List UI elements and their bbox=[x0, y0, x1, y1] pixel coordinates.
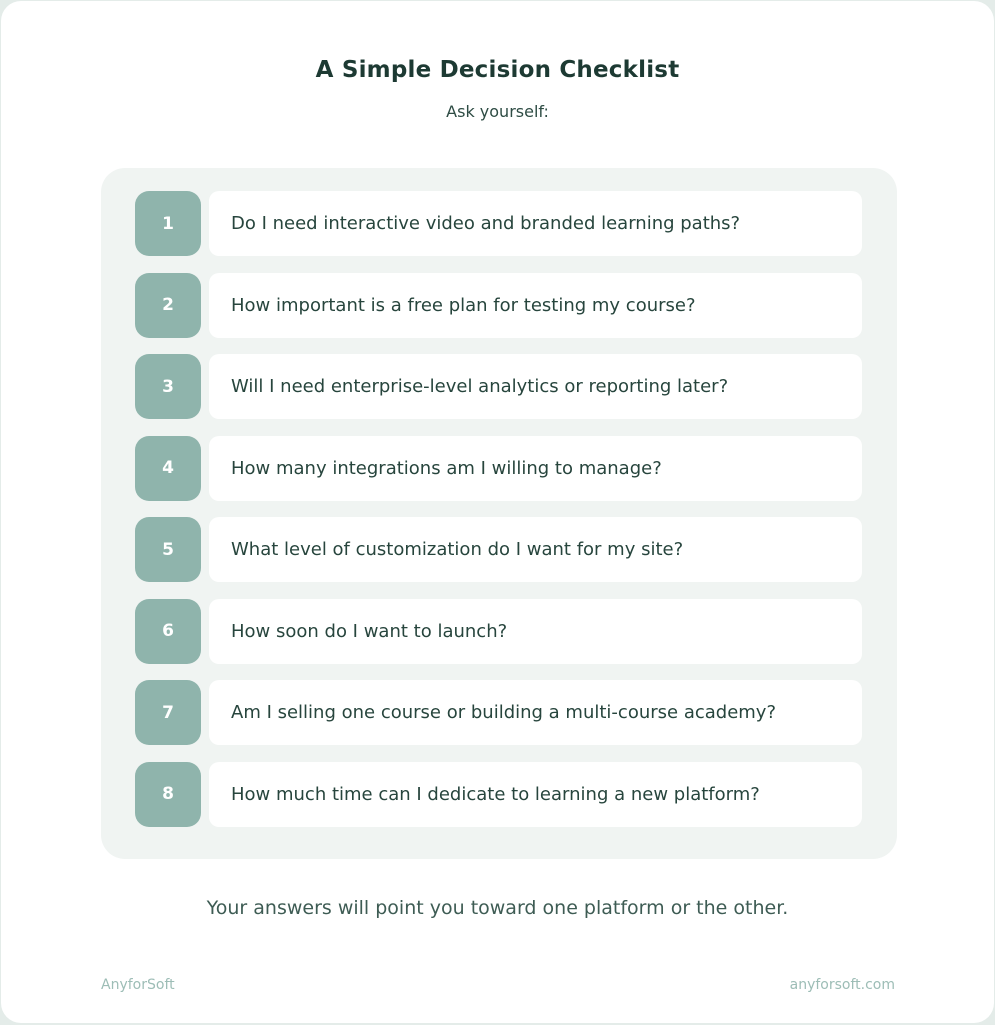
question-text: How many integrations am I willing to manage? bbox=[231, 457, 662, 479]
checklist-row bbox=[135, 762, 862, 827]
item-number: 6 bbox=[162, 621, 174, 641]
item-number: 7 bbox=[162, 702, 174, 723]
item-number: 5 bbox=[162, 539, 174, 560]
checklist-row bbox=[135, 191, 862, 256]
checklist-row bbox=[135, 680, 862, 745]
item-number-badge bbox=[135, 762, 201, 827]
question-card bbox=[209, 599, 862, 664]
question-text: Do I need interactive video and branded learning paths? bbox=[231, 213, 741, 234]
checklist bbox=[135, 191, 862, 827]
page-subtitle: Ask yourself: bbox=[446, 102, 549, 121]
question-card bbox=[209, 273, 862, 338]
checklist-row bbox=[135, 599, 862, 664]
page-title: A Simple Decision Checklist bbox=[315, 57, 680, 83]
item-number: 4 bbox=[162, 458, 174, 478]
infographic-page bbox=[1, 1, 994, 1023]
item-number: 3 bbox=[162, 376, 174, 397]
question-card bbox=[209, 517, 862, 582]
question-card bbox=[209, 354, 862, 419]
brand-footer bbox=[101, 977, 895, 993]
question-text: How much time can I dedicate to learning a new platform? bbox=[231, 783, 760, 805]
item-number-badge bbox=[135, 436, 201, 501]
question-text: How important is a free plan for testing my course? bbox=[231, 294, 696, 316]
item-number: 8 bbox=[162, 784, 174, 804]
closing-note: Your answers will point you toward one platform or the other. bbox=[206, 897, 789, 919]
brand-name: AnyforSoft bbox=[101, 977, 175, 993]
item-number-badge bbox=[135, 354, 201, 419]
question-card bbox=[209, 191, 862, 256]
item-number: 1 bbox=[162, 213, 174, 234]
checklist-row bbox=[135, 436, 862, 501]
question-card bbox=[209, 762, 862, 827]
checklist-row bbox=[135, 354, 862, 419]
item-number-badge bbox=[135, 191, 201, 256]
item-number-badge bbox=[135, 273, 201, 338]
question-text: What level of customization do I want for my site? bbox=[231, 539, 684, 560]
question-card bbox=[209, 436, 862, 501]
brand-website: anyforsoft.com bbox=[789, 977, 895, 993]
question-text: How soon do I want to launch? bbox=[231, 620, 508, 642]
item-number: 2 bbox=[162, 295, 174, 315]
item-number-badge bbox=[135, 680, 201, 745]
question-text: Will I need enterprise-level analytics or reporting later? bbox=[231, 376, 729, 397]
item-number-badge bbox=[135, 599, 201, 664]
checklist-row bbox=[135, 273, 862, 338]
checklist-panel bbox=[101, 168, 897, 859]
item-number-badge bbox=[135, 517, 201, 582]
question-text: Am I selling one course or building a multi-course academy? bbox=[231, 702, 777, 723]
checklist-row bbox=[135, 517, 862, 582]
question-card bbox=[209, 680, 862, 745]
